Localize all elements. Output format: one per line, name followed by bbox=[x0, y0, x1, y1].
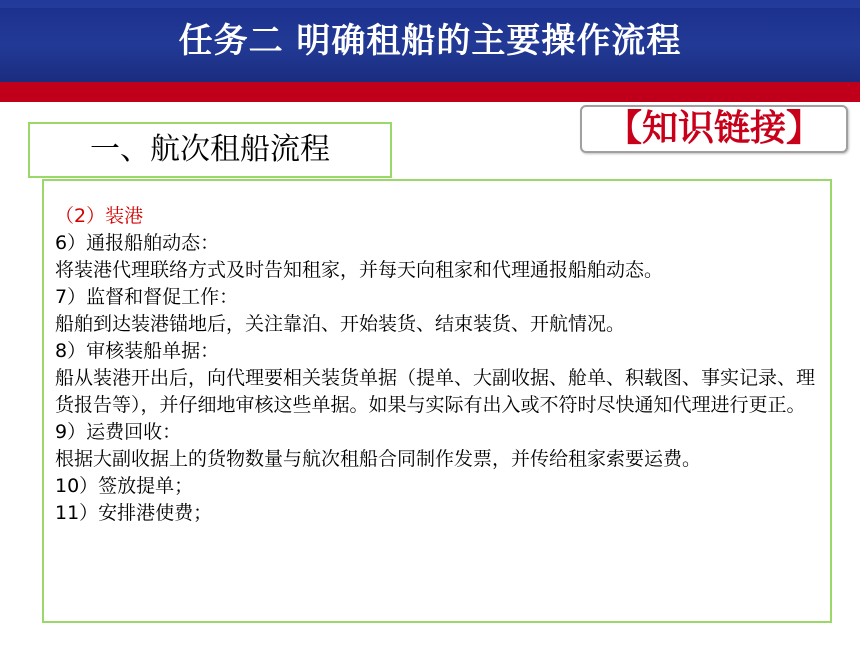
knowledge-link-button[interactable] bbox=[580, 105, 848, 153]
section-heading-box bbox=[28, 122, 392, 178]
content-box bbox=[42, 179, 832, 623]
item-heading: 8）审核装船单据： bbox=[55, 340, 220, 362]
item-body: 将装港代理联络方式及时告知租家，并每天向租家和代理通报船舶动态。 bbox=[55, 259, 664, 281]
item-heading: 11）安排港使费； bbox=[55, 502, 213, 524]
subheading-loading-port: （2）装港 bbox=[55, 205, 144, 227]
knowledge-link-label: 【知识链接】 bbox=[605, 108, 822, 149]
item-body: 根据大副收据上的货物数量与航次租船合同制作发票，并传给租家索要运费。 bbox=[55, 448, 702, 470]
section-title: 一、航次租船流程 bbox=[90, 132, 330, 167]
item-body: 船舶到达装港锚地后，关注靠泊、开始装货、结束装货、开航情况。 bbox=[55, 313, 626, 335]
item-body: 船从装港开出后，向代理要相关装货单据（提单、大副收据、舱单、积载图、事实记录、理货报告等），并仔细地审核这些单据。如果与实际有出入或不符时尽快通知代理进行更正。 bbox=[55, 367, 816, 416]
content-text bbox=[55, 203, 823, 527]
item-heading: 10）签放提单； bbox=[55, 475, 194, 497]
header-banner bbox=[0, 0, 860, 82]
item-heading: 7）监督和督促工作： bbox=[55, 286, 239, 308]
accent-bar bbox=[0, 82, 860, 102]
item-heading: 9）运费回收： bbox=[55, 421, 182, 443]
slide-title: 任务二 明确租船的主要操作流程 bbox=[178, 21, 682, 61]
item-heading: 6）通报船舶动态： bbox=[55, 232, 220, 254]
